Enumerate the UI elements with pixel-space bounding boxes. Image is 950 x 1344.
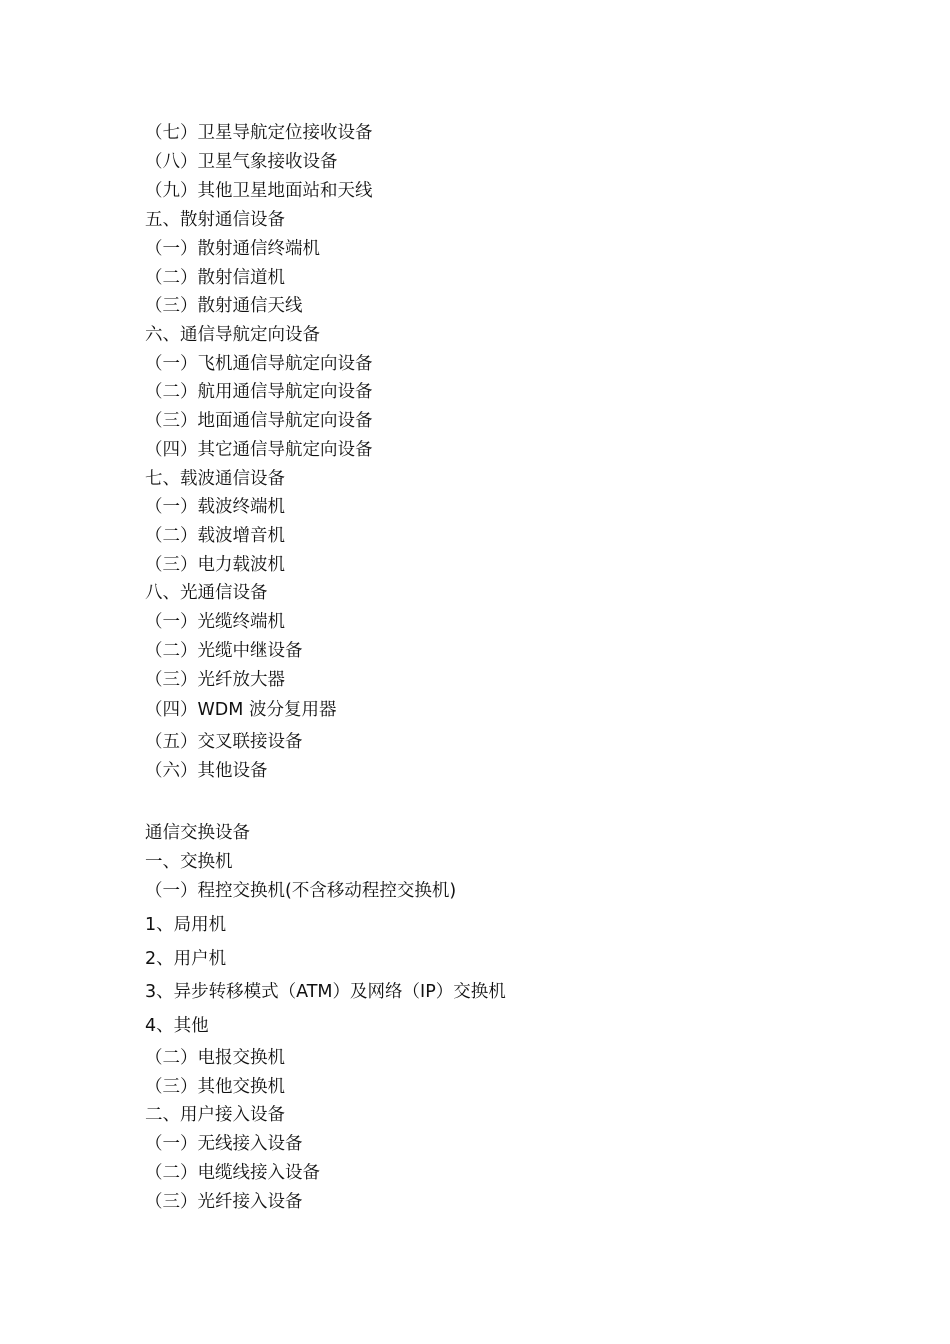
list-item: （三）电力载波机 (145, 555, 285, 575)
list-item: 2、用户机 (145, 949, 227, 969)
list-item: （二）载波增音机 (145, 526, 285, 546)
list-item: （三）光纤放大器 (145, 670, 285, 690)
list-item: （二）电报交换机 (145, 1048, 285, 1068)
list-item: （三）光纤接入设备 (145, 1192, 303, 1212)
list-item: 4、其他 (145, 1016, 209, 1036)
list-item: （一）散射通信终端机 (145, 239, 320, 259)
list-item: （六）其他设备 (145, 761, 268, 781)
list-item: （四）WDM 波分复用器 (145, 700, 337, 720)
list-item: （一）光缆终端机 (145, 612, 285, 632)
list-item: （七）卫星导航定位接收设备 (145, 123, 373, 143)
list-item: （二）光缆中继设备 (145, 641, 303, 661)
section-heading: 二、用户接入设备 (145, 1105, 285, 1125)
list-item: （一）程控交换机(不含移动程控交换机) (145, 881, 457, 901)
list-item: （一）载波终端机 (145, 497, 285, 517)
list-item: （五）交叉联接设备 (145, 732, 303, 752)
list-item: （四）其它通信导航定向设备 (145, 440, 373, 460)
list-item: （三）散射通信天线 (145, 296, 303, 316)
section-heading: 六、通信导航定向设备 (145, 325, 320, 345)
list-item: （八）卫星气象接收设备 (145, 152, 338, 172)
list-item: 1、局用机 (145, 915, 227, 935)
section-heading: 一、交换机 (145, 852, 233, 872)
list-item: （二）航用通信导航定向设备 (145, 382, 373, 402)
list-item: （二）电缆线接入设备 (145, 1163, 320, 1183)
list-item: （九）其他卫星地面站和天线 (145, 181, 373, 201)
section-heading: 七、载波通信设备 (145, 469, 285, 489)
list-item: 3、异步转移模式（ATM）及网络（IP）交换机 (145, 982, 506, 1002)
list-item: （二）散射信道机 (145, 268, 285, 288)
section-title: 通信交换设备 (145, 823, 250, 843)
section-heading: 五、散射通信设备 (145, 210, 285, 230)
list-item: （一）飞机通信导航定向设备 (145, 354, 373, 374)
list-item: （三）地面通信导航定向设备 (145, 411, 373, 431)
list-item: （三）其他交换机 (145, 1077, 285, 1097)
list-item: （一）无线接入设备 (145, 1134, 303, 1154)
section-heading: 八、光通信设备 (145, 583, 268, 603)
